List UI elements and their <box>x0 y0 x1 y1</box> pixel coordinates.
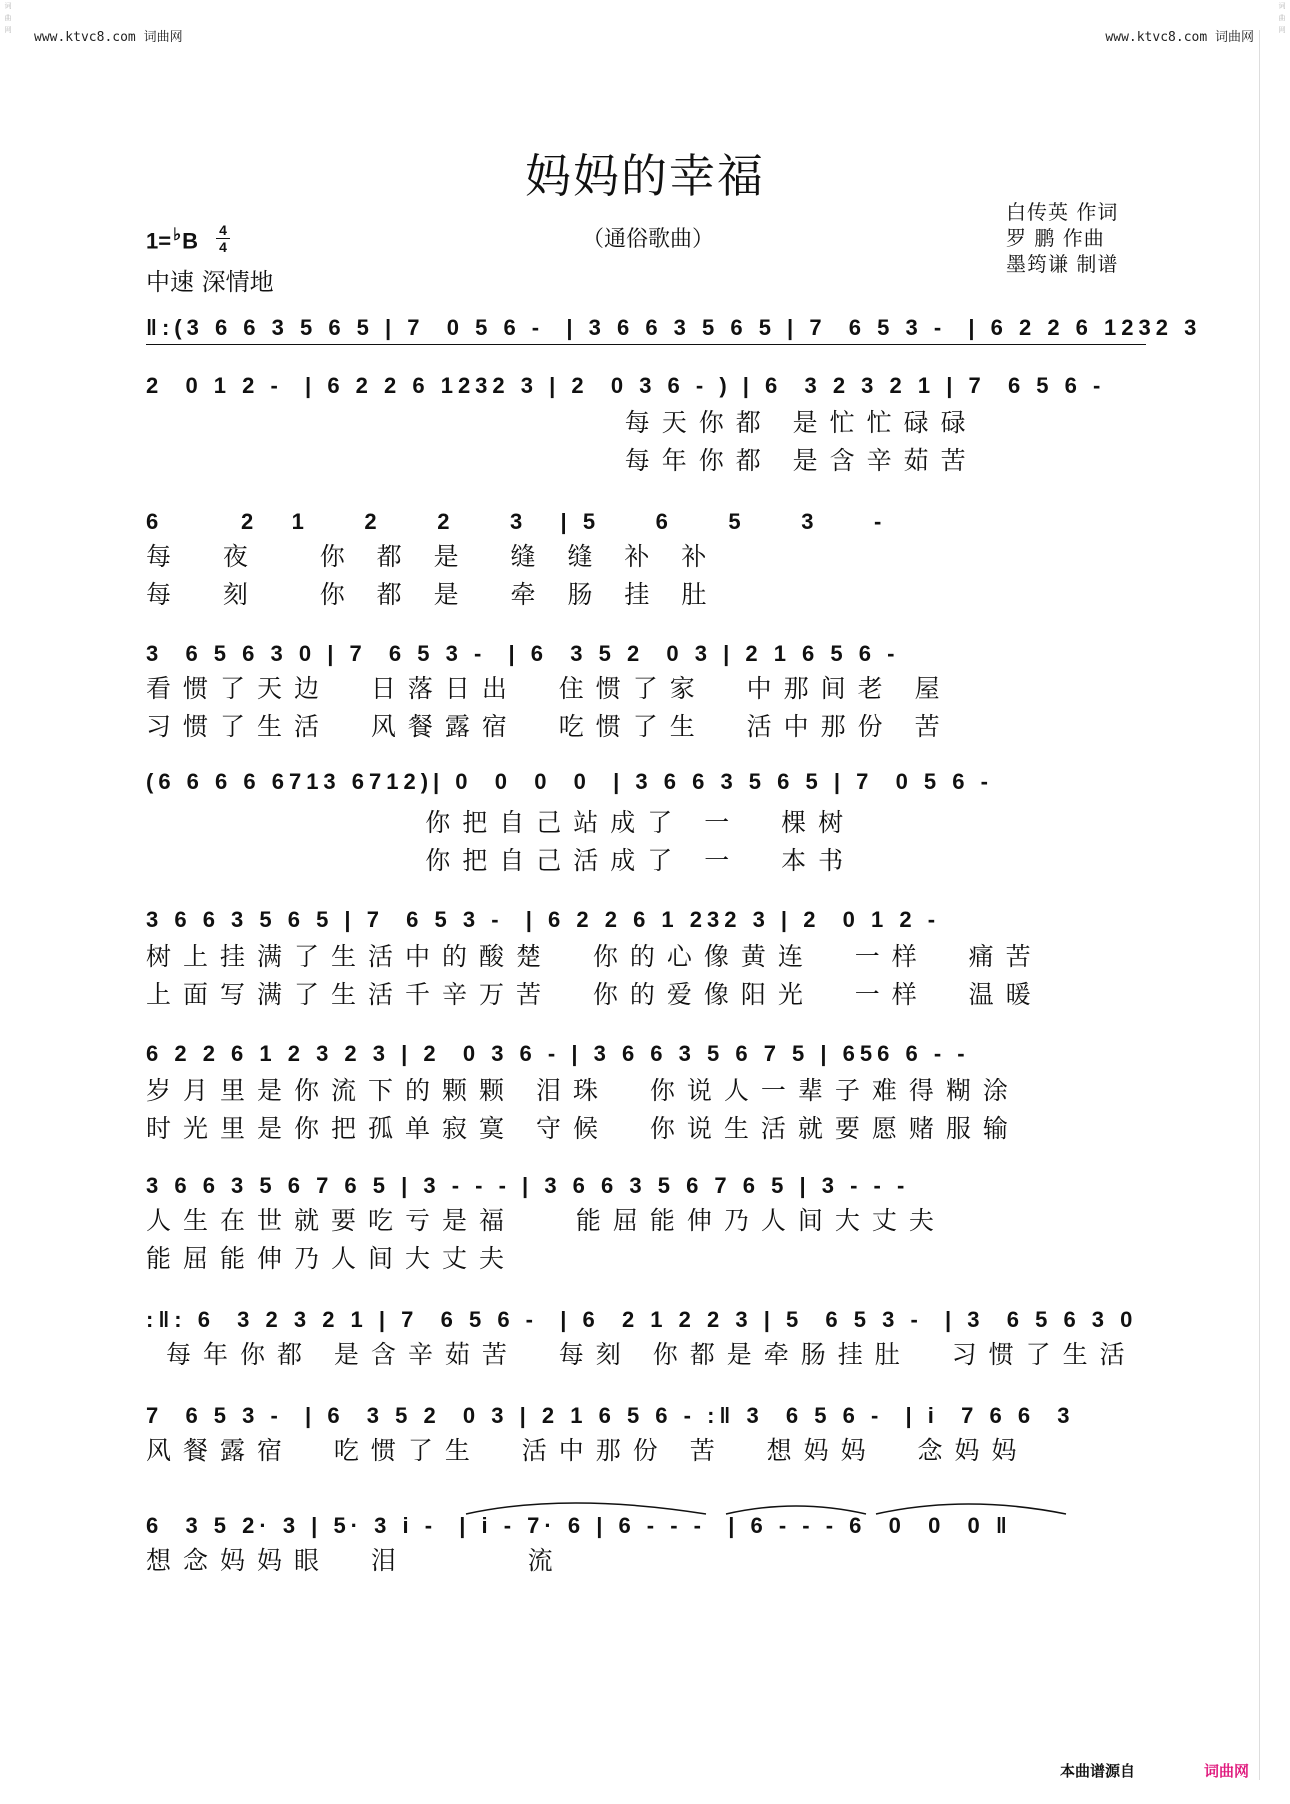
flat-icon: ♭ <box>173 225 182 244</box>
footer-site-link[interactable]: 词曲网 <box>1204 1762 1250 1780</box>
lyric-5-verse-2: 你把自己活成了 一 本书 <box>146 846 856 875</box>
notation-line-4: 3 6 5 6 3 0 | 7 6 5 3 - | 6 3 5 2 0 3 | 2 1 6 5 6 - <box>146 641 900 666</box>
key-note: B <box>182 228 199 254</box>
notation-line-8: 3 6 6 3 5 6 7 6 5 | 3 - - - | 3 6 6 3 5 6 7 6 5 | 3 - - - <box>146 1173 910 1198</box>
lyric-4-verse-1: 看惯了天边 日落日出 住惯了家 中那间老 屋 <box>146 674 952 703</box>
lyric-11: 想念妈妈眼 泪 流 <box>146 1546 565 1575</box>
slur-arcs <box>146 1490 1150 1520</box>
notation-line-2: 2 0 1 2 - | 6 2 2 6 1232 3 | 2 0 3 6 - ) | 6 3 2 3 2 1 | 7 6 5 6 - <box>146 373 1106 398</box>
credit-composer: 罗 鹏 作曲 <box>1006 226 1105 250</box>
notation-line-1: ‖:(3 6 6 3 5 6 5 | 7 0 5 6 - | 3 6 6 3 5 6 5 | 7 6 5 3 - | 6 2 2 6 1232 3 <box>146 315 1202 340</box>
lyric-10: 风餐露宿 吃惯了生 活中那份 苦 想妈妈 念妈妈 <box>146 1436 1029 1465</box>
notation-line-3: 6 2 1 2 2 3 | 5 6 5 3 - <box>146 509 887 534</box>
lyric-9: 每年你都 是含辛茹苦 每刻 你都是牵肠挂肚 习惯了生活 <box>146 1340 1137 1369</box>
lyric-8-verse-1: 人生在世就要吃亏是福 能屈能伸乃人间大丈夫 <box>146 1206 946 1235</box>
lyric-6-verse-2: 上面写满了生活千辛万苦 你的爱像阳光 一样 温暖 <box>146 980 1043 1009</box>
lyric-3-verse-1: 每 夜 你 都 是 缝 缝 补 补 <box>146 542 719 571</box>
side-watermark-left: 词 曲 网 <box>4 2 12 34</box>
time-signature <box>216 222 230 255</box>
song-title: 妈妈的幸福 <box>525 149 765 203</box>
credit-transcriber: 墨筠谦 制谱 <box>1006 252 1119 276</box>
slur-arc-1 <box>466 1503 706 1514</box>
margin-rule <box>1259 30 1260 1780</box>
header-right-url: www.ktvc8.com 词曲网 <box>1105 30 1254 45</box>
lyric-7-verse-2: 时光里是你把孤单寂寞 守候 你说生活就要愿赌服输 <box>146 1114 1020 1143</box>
lyric-4-verse-2: 习惯了生活 风餐露宿 吃惯了生 活中那份 苦 <box>146 712 952 741</box>
lyric-7-verse-1: 岁月里是你流下的颗颗 泪珠 你说人一辈子难得糊涂 <box>146 1076 1020 1105</box>
notation-line-9: :‖: 6 3 2 3 2 1 | 7 6 5 6 - | 6 2 1 2 2 3 | 5 6 5 3 - | 3 6 5 6 3 0 <box>146 1307 1138 1332</box>
slur-arc-3 <box>876 1504 1066 1514</box>
key-signature <box>146 225 198 254</box>
notation-line-6: 3 6 6 3 5 6 5 | 7 6 5 3 - | 6 2 2 6 1 232 3 | 2 0 1 2 - <box>146 907 941 932</box>
footer-source: 本曲谱源自 <box>1060 1762 1136 1780</box>
lyric-5-verse-1: 你把自己站成了 一 棵树 <box>146 808 856 837</box>
side-watermark-right: 词 曲 网 <box>1278 2 1286 34</box>
header-left-url: www.ktvc8.com 词曲网 <box>34 30 183 45</box>
slur-arc-2 <box>726 1506 866 1514</box>
lyric-2-verse-2: 每年你都 是含辛茹苦 <box>146 446 978 475</box>
beam-line-1 <box>146 344 1146 348</box>
time-top: 4 <box>219 222 227 238</box>
notation-line-10: 7 6 5 3 - | 6 3 5 2 0 3 | 2 1 6 5 6 - :‖ 3 6 5 6 - | i 7 6 6 3 <box>146 1403 1075 1428</box>
genre-label: （通俗歌曲） <box>582 227 715 252</box>
time-bottom: 4 <box>219 239 227 255</box>
credit-lyricist: 白传英 作词 <box>1006 200 1119 224</box>
notation-line-7: 6 2 2 6 1 2 3 2 3 | 2 0 3 6 - | 3 6 6 3 5 6 7 5 | 656 6 - - <box>146 1041 970 1066</box>
tempo-marking: 中速 深情地 <box>146 268 274 296</box>
notation-line-5: (6 6 6 6 6713 6712)| 0 0 0 0 | 3 6 6 3 5 6 5 | 7 0 5 6 - <box>146 769 993 794</box>
notation-line-11: 6 3 5 2· 3 | 5· 3 i - | i - 7· 6 | 6 - - - | 6 - - - 6 0 0 0 ‖ <box>146 1513 1012 1538</box>
lyric-2-verse-1: 每天你都 是忙忙碌碌 <box>146 408 978 437</box>
lyric-8-verse-2: 能屈能伸乃人间大丈夫 <box>146 1244 517 1273</box>
key-prefix: 1= <box>146 228 172 254</box>
lyric-3-verse-2: 每 刻 你 都 是 牵 肠 挂 肚 <box>146 580 719 609</box>
lyric-6-verse-1: 树上挂满了生活中的酸楚 你的心像黄连 一样 痛苦 <box>146 942 1043 971</box>
